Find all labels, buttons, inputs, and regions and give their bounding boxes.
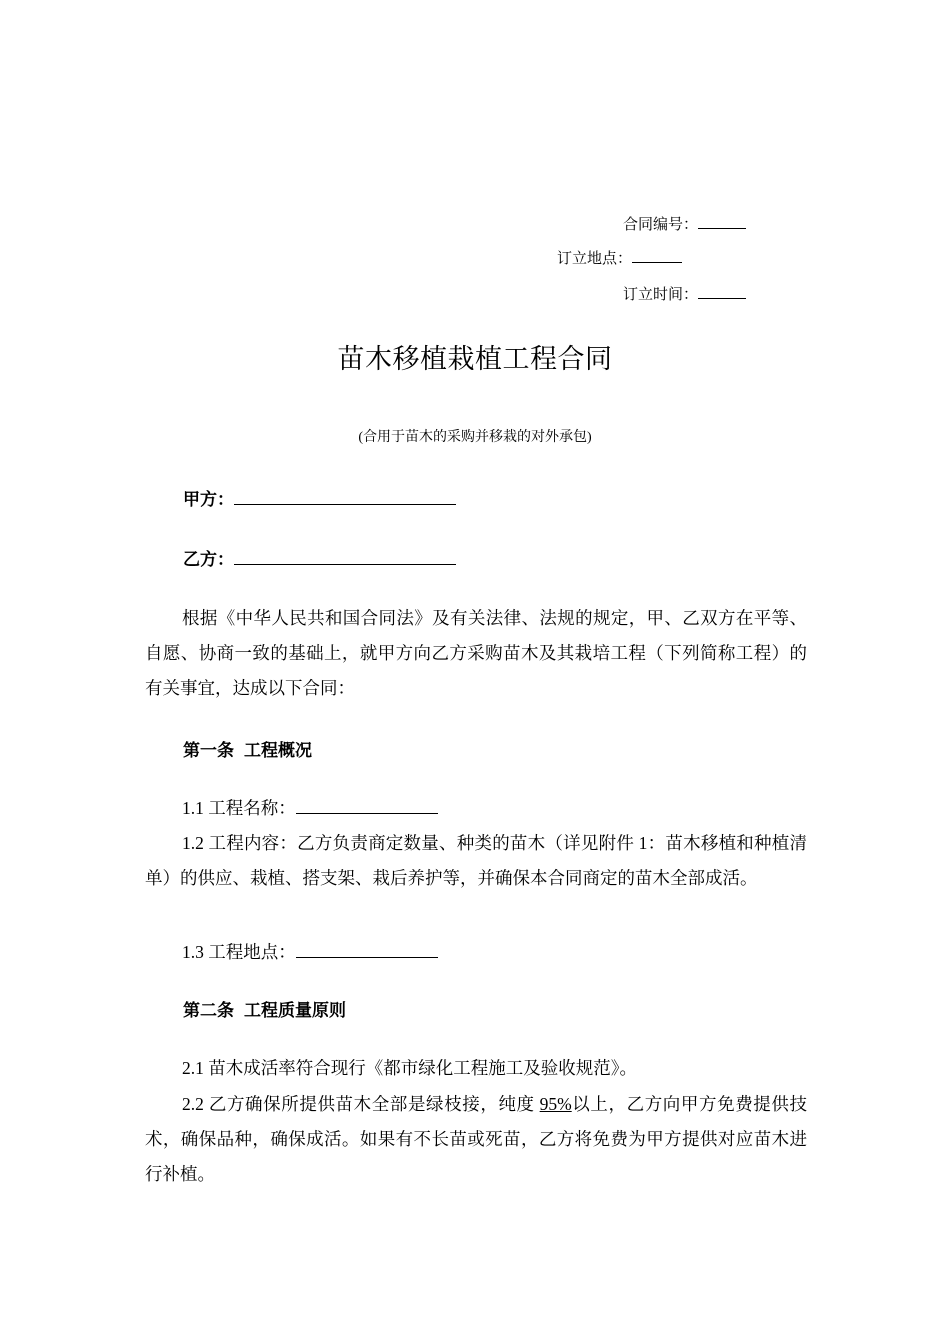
item-2-1: 2.1 苗木成活率符合现行《都市绿化工程施工及验收规范》。	[182, 1058, 637, 1078]
signing-time-blank[interactable]	[698, 282, 746, 299]
contract-number-line	[623, 212, 746, 235]
item-2-2	[145, 1087, 807, 1192]
signing-place-line	[557, 246, 682, 269]
item-2-2-before: 2.2 乙方确保所提供苗木全部是绿枝接，纯度	[182, 1094, 540, 1114]
preamble-paragraph: 根据《中华人民共和国合同法》及有关法律、法规的规定，甲、乙双方在平等、自愿、协商一致的基础上，就甲方向乙方采购苗木及其栽培工程（下列简称工程）的有关事宜，达成以下合同：	[145, 608, 807, 698]
item-1-3-label: 1.3 工程地点：	[182, 942, 296, 962]
document-title: 苗木移植栽植工程合同	[337, 344, 613, 375]
signing-time-label: 订立时间：	[623, 287, 699, 303]
article-2-title: 工程质量原则	[244, 1001, 346, 1021]
party-a-blank[interactable]	[234, 486, 456, 505]
project-location-blank[interactable]	[296, 940, 438, 958]
project-name-blank[interactable]	[296, 796, 438, 814]
party-a-line	[183, 486, 456, 512]
item-1-1	[145, 791, 807, 826]
contract-number-label: 合同编号：	[623, 217, 699, 233]
article-1-number: 第一条	[183, 741, 234, 761]
purity-value: 95%	[539, 1094, 572, 1114]
article-2-number: 第二条	[183, 1001, 234, 1021]
party-b-line	[183, 546, 456, 572]
item-2-2-after: 以上，乙方向甲方免费提供技术，确保品种，确保成活。如果有不长苗或死苗，乙方将免费为甲方提供对应苗木进行补植。	[145, 1094, 808, 1184]
signing-place-label: 订立地点：	[557, 251, 633, 267]
article-1-heading	[183, 739, 312, 763]
article-2-heading	[183, 999, 346, 1023]
item-1-1-label: 1.1 工程名称：	[182, 798, 296, 818]
signing-time-line	[623, 282, 746, 305]
contract-number-blank[interactable]	[698, 212, 746, 229]
signing-place-blank[interactable]	[632, 246, 682, 263]
party-b-blank[interactable]	[234, 546, 456, 565]
document-subtitle: (合用于苗木的采购并移栽的对外承包)	[358, 430, 592, 445]
article-1-title: 工程概况	[244, 741, 312, 761]
party-a-label: 甲方：	[183, 490, 234, 510]
item-1-3	[145, 935, 807, 970]
party-b-label: 乙方：	[183, 550, 234, 570]
item-1-2: 1.2 工程内容：乙方负责商定数量、种类的苗木（详见附件 1：苗木移植和种植清单）的供应、栽植、搭支架、栽后养护等，并确保本合同商定的苗木全部成活。	[145, 833, 807, 888]
